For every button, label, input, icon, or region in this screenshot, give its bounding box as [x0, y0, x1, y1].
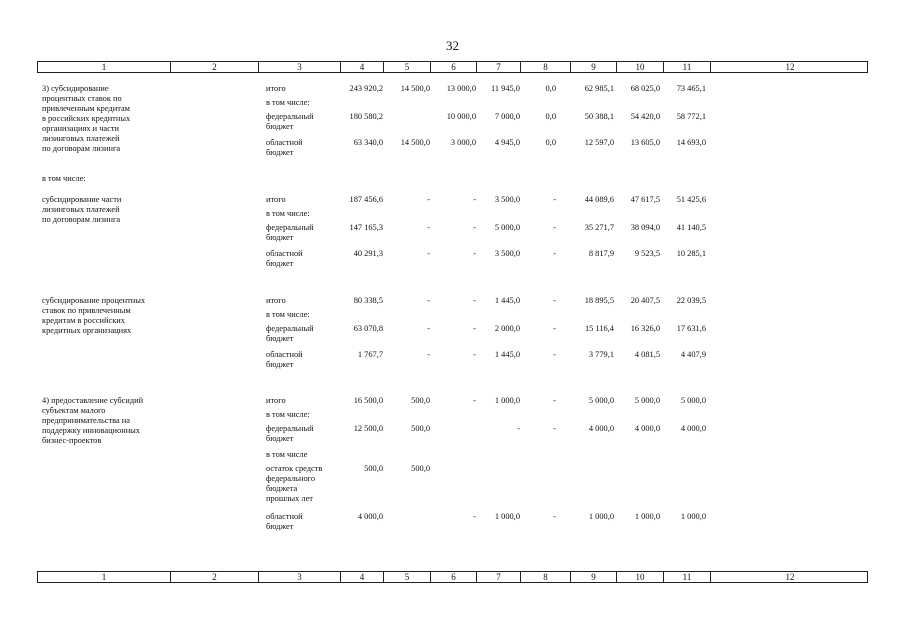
- row-label-line: бюджет: [266, 233, 294, 242]
- cell-value: -: [553, 350, 556, 359]
- row-label-line: бюджет: [266, 334, 294, 343]
- cell-value: 1 000,0: [588, 512, 614, 521]
- cell-value: -: [553, 223, 556, 232]
- row-title-line: лизинговых платежей: [42, 205, 120, 214]
- header-top-col-3: 3: [259, 62, 341, 72]
- cell-value: -: [473, 249, 476, 258]
- cell-value: -: [427, 350, 430, 359]
- cell-value: 68 025,0: [630, 84, 660, 93]
- row-label-line: бюджета: [266, 484, 298, 493]
- cell-value: 1 445,0: [494, 350, 520, 359]
- cell-value: -: [473, 512, 476, 521]
- row-title-line: в том числе:: [42, 174, 86, 183]
- cell-value: 187 456,6: [349, 195, 383, 204]
- header-bottom-col-4: 4: [341, 572, 384, 582]
- cell-value: 3 500,0: [494, 249, 520, 258]
- cell-value: 58 772,1: [676, 112, 706, 121]
- cell-value: 62 985,1: [584, 84, 614, 93]
- cell-value: 0,0: [545, 84, 556, 93]
- cell-value: 2 000,0: [494, 324, 520, 333]
- cell-value: 5 000,0: [588, 396, 614, 405]
- cell-value: 47 617,5: [630, 195, 660, 204]
- cell-value: 1 000,0: [494, 512, 520, 521]
- cell-value: 11 945,0: [490, 84, 520, 93]
- row-label-line: бюджет: [266, 148, 294, 157]
- header-bottom-col-10: 10: [617, 572, 664, 582]
- cell-value: 5 000,0: [494, 223, 520, 232]
- header-top-col-6: 6: [431, 62, 477, 72]
- row-label-line: в том числе:: [266, 209, 310, 218]
- cell-value: 4 000,0: [357, 512, 383, 521]
- row-title-line: субсидирование части: [42, 195, 122, 204]
- row-label-line: федерального: [266, 474, 316, 483]
- cell-value: 4 000,0: [634, 424, 660, 433]
- cell-value: 4 945,0: [494, 138, 520, 147]
- header-top-col-10: 10: [617, 62, 664, 72]
- cell-value: 20 407,5: [630, 296, 660, 305]
- row-label-line: в том числе:: [266, 98, 310, 107]
- page-number: 32: [446, 38, 459, 53]
- cell-value: 1 000,0: [494, 396, 520, 405]
- cell-value: 16 326,0: [630, 324, 660, 333]
- header-bottom-col-7: 7: [477, 572, 521, 582]
- row-label-line: федеральный: [266, 424, 314, 433]
- cell-value: 0,0: [545, 112, 556, 121]
- cell-value: -: [517, 424, 520, 433]
- cell-value: 41 140,5: [676, 223, 706, 232]
- cell-value: 243 920,2: [349, 84, 383, 93]
- cell-value: -: [553, 296, 556, 305]
- header-bottom-col-12: 12: [785, 572, 795, 582]
- row-label-line: областной: [266, 350, 303, 359]
- row-label-line: прошлых лет: [266, 494, 313, 503]
- header-top-col-8: 8: [521, 62, 571, 72]
- cell-value: 13 605,0: [630, 138, 660, 147]
- cell-value: 16 500,0: [353, 396, 383, 405]
- cell-value: 7 000,0: [494, 112, 520, 121]
- header-bottom-col-9: 9: [571, 572, 617, 582]
- cell-value: 10 285,1: [676, 249, 706, 258]
- cell-value: -: [473, 296, 476, 305]
- cell-value: 51 425,6: [676, 195, 706, 204]
- cell-value: -: [553, 249, 556, 258]
- cell-value: 8 817,9: [588, 249, 614, 258]
- cell-value: 500,0: [411, 396, 430, 405]
- row-label-line: бюджет: [266, 122, 294, 131]
- cell-value: 14 500,0: [400, 138, 430, 147]
- table-header-bottom: [37, 571, 868, 583]
- header-bottom-col-5: 5: [384, 572, 431, 582]
- row-label-line: федеральный: [266, 223, 314, 232]
- cell-value: -: [553, 396, 556, 405]
- cell-value: 0,0: [545, 138, 556, 147]
- cell-value: 63 340,0: [353, 138, 383, 147]
- cell-value: 4 407,9: [680, 350, 706, 359]
- header-bottom-col-11: 11: [664, 572, 711, 582]
- cell-value: 12 597,0: [584, 138, 614, 147]
- header-top-col-2: 2: [171, 62, 259, 72]
- cell-value: -: [427, 249, 430, 258]
- row-label-line: итого: [266, 296, 286, 305]
- cell-value: 18 895,5: [584, 296, 614, 305]
- row-title-line: по договорам лизинга: [42, 215, 121, 224]
- cell-value: -: [473, 396, 476, 405]
- row-label-line: в том числе: [266, 450, 308, 459]
- cell-value: 500,0: [364, 464, 383, 473]
- row-label-line: федеральный: [266, 324, 314, 333]
- cell-value: 12 500,0: [353, 424, 383, 433]
- row-title-line: предпринимательства на: [42, 416, 131, 425]
- cell-value: -: [553, 424, 556, 433]
- row-label-line: федеральный: [266, 112, 314, 121]
- cell-value: 13 000,0: [446, 84, 476, 93]
- cell-value: -: [473, 324, 476, 333]
- cell-value: -: [427, 223, 430, 232]
- row-label-line: областной: [266, 249, 303, 258]
- cell-value: -: [427, 324, 430, 333]
- row-label-line: остаток средств: [266, 464, 323, 473]
- cell-value: -: [553, 195, 556, 204]
- header-top-col-12: 12: [785, 62, 795, 72]
- row-title-line: кредитных организациях: [42, 326, 132, 335]
- row-title-line: по договорам лизинга: [42, 144, 121, 153]
- cell-value: 80 338,5: [353, 296, 383, 305]
- header-top-col-7: 7: [477, 62, 521, 72]
- cell-value: 50 388,1: [584, 112, 614, 121]
- cell-value: 22 039,5: [676, 296, 706, 305]
- cell-value: 73 465,1: [676, 84, 706, 93]
- cell-value: 4 081,5: [634, 350, 660, 359]
- cell-value: 180 580,2: [349, 112, 383, 121]
- cell-value: 500,0: [411, 464, 430, 473]
- cell-value: 5 000,0: [634, 396, 660, 405]
- row-title-line: в российских кредитных: [42, 114, 131, 123]
- row-label-line: итого: [266, 195, 286, 204]
- cell-value: 17 631,6: [676, 324, 706, 333]
- table-header-top: [37, 61, 868, 73]
- row-title-line: процентных ставок по: [42, 94, 122, 103]
- cell-value: 40 291,3: [353, 249, 383, 258]
- cell-value: -: [553, 512, 556, 521]
- header-bottom-col-2: 2: [171, 572, 259, 582]
- cell-value: -: [473, 350, 476, 359]
- cell-value: -: [553, 324, 556, 333]
- cell-value: 15 116,4: [584, 324, 614, 333]
- header-top-col-9: 9: [571, 62, 617, 72]
- row-label-line: областной: [266, 138, 303, 147]
- cell-value: 9 523,5: [634, 249, 660, 258]
- header-top-col-11: 11: [664, 62, 711, 72]
- cell-value: 44 089,6: [584, 195, 614, 204]
- row-label-line: в том числе:: [266, 310, 310, 319]
- cell-value: 1 767,7: [357, 350, 383, 359]
- cell-value: -: [427, 195, 430, 204]
- row-label-line: итого: [266, 84, 286, 93]
- cell-value: 1 445,0: [494, 296, 520, 305]
- cell-value: -: [473, 223, 476, 232]
- row-label-line: итого: [266, 396, 286, 405]
- cell-value: 500,0: [411, 424, 430, 433]
- row-label-line: областной: [266, 512, 303, 521]
- row-title-line: поддержку инновационных: [42, 426, 140, 435]
- cell-value: 147 165,3: [349, 223, 383, 232]
- row-title-line: организациях и части: [42, 124, 119, 133]
- cell-value: 63 070,8: [353, 324, 383, 333]
- cell-value: 14 500,0: [400, 84, 430, 93]
- cell-value: 38 094,0: [630, 223, 660, 232]
- header-bottom-col-6: 6: [431, 572, 477, 582]
- row-title-line: привлеченным кредитам: [42, 104, 130, 113]
- cell-value: 54 420,0: [630, 112, 660, 121]
- cell-value: 4 000,0: [588, 424, 614, 433]
- cell-value: 5 000,0: [680, 396, 706, 405]
- row-label-line: бюджет: [266, 434, 294, 443]
- cell-value: 1 000,0: [680, 512, 706, 521]
- row-label-line: бюджет: [266, 522, 294, 531]
- header-bottom-col-3: 3: [259, 572, 341, 582]
- header-top-col-1: 1: [38, 62, 171, 72]
- row-title-line: лизинговых платежей: [42, 134, 120, 143]
- cell-value: 35 271,7: [584, 223, 614, 232]
- header-top-col-5: 5: [384, 62, 431, 72]
- header-top-col-4: 4: [341, 62, 384, 72]
- cell-value: 3 500,0: [494, 195, 520, 204]
- cell-value: -: [473, 195, 476, 204]
- header-bottom-col-8: 8: [521, 572, 571, 582]
- cell-value: -: [427, 296, 430, 305]
- cell-value: 1 000,0: [634, 512, 660, 521]
- row-label-line: бюджет: [266, 360, 294, 369]
- cell-value: 3 779,1: [588, 350, 614, 359]
- cell-value: 4 000,0: [680, 424, 706, 433]
- row-title-line: 4) предоставление субсидий: [42, 396, 144, 405]
- row-label-line: в том числе:: [266, 410, 310, 419]
- header-bottom-col-1: 1: [38, 572, 171, 582]
- row-title-line: бизнес-проектов: [42, 436, 102, 445]
- row-title-line: ставок по привлеченным: [42, 306, 131, 315]
- row-title-line: кредитам в российских: [42, 316, 125, 325]
- row-title-line: 3) субсидирование: [42, 84, 109, 93]
- row-title-line: субъектам малого: [42, 406, 106, 415]
- cell-value: 14 693,0: [676, 138, 706, 147]
- row-title-line: субсидирование процентных: [42, 296, 146, 305]
- cell-value: 3 000,0: [450, 138, 476, 147]
- cell-value: 10 000,0: [446, 112, 476, 121]
- row-label-line: бюджет: [266, 259, 294, 268]
